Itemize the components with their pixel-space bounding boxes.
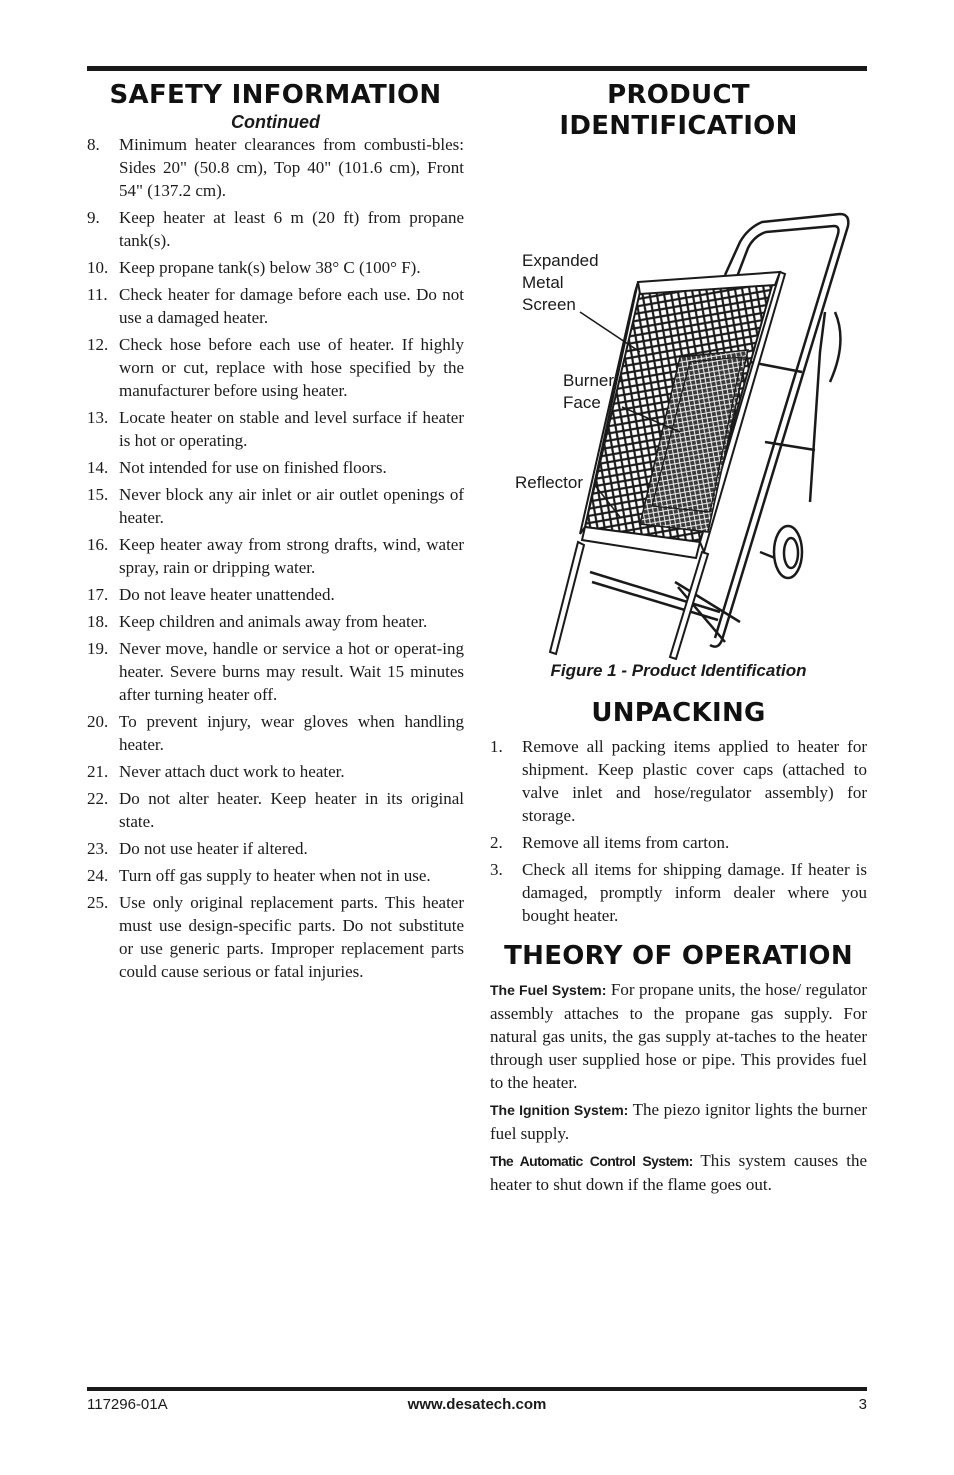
left-column [87, 80, 464, 987]
item-text: Keep heater away from strong drafts, wind, water spray, rain or dripping water. [119, 535, 464, 577]
paragraph-lead: The Automatic Control System: [490, 1153, 693, 1169]
item-number: 14. [87, 458, 109, 477]
callout-text: Metal [522, 273, 564, 292]
item-number: 24. [87, 866, 109, 885]
heater-illustration [490, 142, 867, 662]
safety-subtitle: Continued [231, 112, 320, 132]
item-text: Locate heater on stable and level surface if heater is hot or operating. [119, 408, 464, 450]
item-text: Minimum heater clearances from combusti-bles: Sides 20" (50.8 cm), Top 40" (101.6 cm), Front 54" (137.2 cm). [119, 135, 464, 200]
bottom-rule [87, 1387, 867, 1391]
list-item [87, 483, 464, 529]
wheel [774, 526, 802, 578]
paragraph-lead: The Fuel System: [490, 982, 607, 998]
unpacking-list [490, 735, 867, 927]
item-number: 2. [490, 833, 503, 852]
list-item [87, 333, 464, 402]
footer-website: www.desatech.com [407, 1396, 547, 1413]
safety-list [87, 133, 464, 983]
list-item [87, 133, 464, 202]
callout-expanded-metal-screen [522, 250, 599, 316]
list-item [87, 406, 464, 452]
item-text: Keep heater at least 6 m (20 ft) from propane tank(s). [119, 208, 464, 250]
callout-text: Burner [563, 371, 615, 390]
item-text: Check hose before each use of heater. If highly worn or cut, replace with hose specified by the manufacturer before using heater. [119, 335, 464, 400]
callout-burner-face [563, 370, 614, 414]
item-text: Remove all items from carton. [522, 833, 730, 852]
item-number: 8. [87, 135, 100, 154]
list-item [87, 637, 464, 706]
paragraph-text: This system causes the heater to shut down if the flame goes out. [490, 1151, 867, 1194]
list-item [490, 735, 867, 827]
theory-paragraph-fuel [490, 978, 867, 1094]
paragraph-text: For propane units, the hose/ regulator assembly attaches to the propane gas supply. For natural gas units, the gas supply at-taches to the heater through user supplied hose or pipe. This provides fuel to the heater. [490, 980, 867, 1092]
right-column [490, 80, 867, 1200]
list-item [87, 206, 464, 252]
item-number: 20. [87, 712, 109, 731]
list-item [87, 864, 464, 887]
item-number: 23. [87, 839, 109, 858]
unpacking-title: UNPACKING [591, 698, 766, 728]
callout-reflector [515, 472, 583, 494]
list-item [87, 283, 464, 329]
list-item [87, 710, 464, 756]
item-text: Check heater for damage before each use. Do not use a damaged heater. [119, 285, 464, 327]
item-number: 21. [87, 762, 109, 781]
item-number: 19. [87, 639, 109, 658]
callout-text: Screen [522, 295, 576, 314]
callout-text: Face [563, 393, 601, 412]
list-item [490, 858, 867, 927]
figure-caption: Figure 1 - Product Identification [550, 661, 807, 680]
product-title [490, 80, 867, 142]
item-number: 22. [87, 789, 109, 808]
top-rule [87, 66, 867, 71]
item-text: Never move, handle or service a hot or operat-ing heater. Severe burns may result. Wait 15 minutes after turning heater off. [119, 639, 464, 704]
item-text: Do not use heater if altered. [119, 839, 308, 858]
item-number: 13. [87, 408, 109, 427]
item-text: Remove all packing items applied to heater for shipment. Keep plastic cover caps (attached to valve inlet and hose/regulator assembly) for storage. [522, 737, 867, 825]
item-number: 1. [490, 737, 503, 756]
list-item [87, 787, 464, 833]
footer-page-number: 3 [858, 1396, 867, 1413]
list-item [87, 456, 464, 479]
item-number: 17. [87, 585, 109, 604]
heater-body [550, 272, 785, 659]
callout-text: Expanded [522, 251, 599, 270]
callout-text: Reflector [515, 473, 584, 492]
product-figure [490, 142, 867, 662]
item-number: 25. [87, 893, 109, 912]
list-item [87, 256, 464, 279]
list-item [87, 760, 464, 783]
paragraph-text: The piezo ignitor lights the burner fuel supply. [490, 1100, 867, 1143]
list-item [87, 837, 464, 860]
list-item [87, 583, 464, 606]
product-title-line1: PRODUCT [607, 80, 750, 110]
item-number: 15. [87, 485, 109, 504]
item-text: Check all items for shipping damage. If heater is damaged, promptly inform dealer where you bought heater. [522, 860, 867, 925]
item-number: 12. [87, 335, 109, 354]
item-number: 18. [87, 612, 109, 631]
list-item [87, 533, 464, 579]
list-item [87, 610, 464, 633]
theory-paragraph-control [490, 1149, 867, 1196]
list-item [87, 891, 464, 983]
item-number: 3. [490, 860, 503, 879]
paragraph-lead: The Ignition System: [490, 1102, 629, 1118]
list-item [490, 831, 867, 854]
item-number: 10. [87, 258, 109, 277]
item-number: 16. [87, 535, 109, 554]
item-text: Keep children and animals away from heater. [119, 612, 428, 631]
item-text: Do not leave heater unattended. [119, 585, 335, 604]
safety-title: SAFETY INFORMATION [109, 80, 442, 110]
theory-paragraph-ignition [490, 1098, 867, 1145]
item-text: Use only original replacement parts. This heater must use design-specific parts. Do not substitute or use generic parts. Improper replacement parts could cause serious or fatal injuries. [119, 893, 464, 981]
product-title-line2: IDENTIFICATION [559, 111, 798, 141]
footer-doc-number: 117296-01A [87, 1396, 168, 1413]
item-text: Never attach duct work to heater. [119, 762, 345, 781]
item-text: Not intended for use on finished floors. [119, 458, 387, 477]
item-text: Never block any air inlet or air outlet openings of heater. [119, 485, 464, 527]
theory-body [490, 978, 867, 1196]
item-text: To prevent injury, wear gloves when handling heater. [119, 712, 464, 754]
item-number: 9. [87, 208, 100, 227]
theory-title: THEORY OF OPERATION [504, 941, 853, 971]
item-text: Turn off gas supply to heater when not in use. [119, 866, 431, 885]
item-text: Do not alter heater. Keep heater in its original state. [119, 789, 464, 831]
item-text: Keep propane tank(s) below 38° C (100° F). [119, 258, 421, 277]
item-number: 11. [87, 285, 108, 304]
